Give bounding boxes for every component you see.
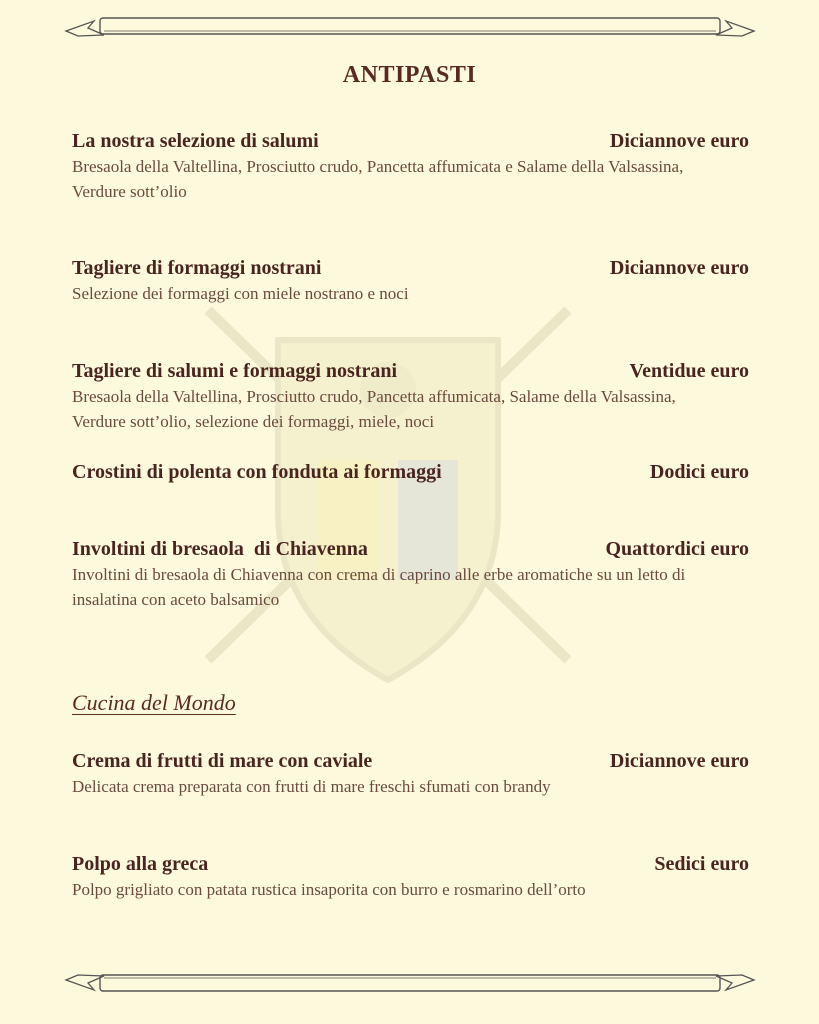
item-price: Diciannove euro — [609, 130, 749, 152]
item-description: Delicata crema preparata con frutti di mare freschi sfumati con brandy — [72, 777, 551, 796]
item-description: Selezione dei formaggi con miele nostrano e noci — [72, 284, 409, 303]
scroll-banner-icon — [64, 13, 756, 39]
top-scroll-ornament — [64, 13, 756, 39]
item-description: Bresaola della Valtellina, Prosciutto crudo, Pancetta affumicata e Salame della Valsassina, Verdure sott’olio — [72, 157, 684, 201]
item-name: La nostra selezione di salumi — [72, 130, 319, 152]
item-description: Polpo grigliato con patata rustica insaporita con burro e rosmarino dell’orto — [72, 880, 586, 899]
item-name: Involtini di bresaola di Chiavenna — [72, 538, 368, 560]
scroll-banner-icon — [64, 970, 756, 996]
item-price: Dodici euro — [649, 461, 749, 483]
item-price: Diciannove euro — [609, 257, 749, 279]
item-name: Tagliere di formaggi nostrani — [72, 257, 322, 279]
menu-item — [72, 360, 749, 434]
item-name: Crema di frutti di mare con caviale — [72, 750, 373, 772]
menu-title: ANTIPASTI — [342, 62, 477, 88]
item-name: Polpo alla greca — [72, 853, 209, 875]
item-price: Ventidue euro — [629, 360, 749, 382]
menu-item — [72, 853, 749, 902]
item-name: Crostini di polenta con fonduta ai formaggi — [72, 461, 442, 483]
item-price: Diciannove euro — [609, 750, 749, 772]
bottom-scroll-ornament — [64, 970, 756, 996]
item-description: Bresaola della Valtellina, Prosciutto crudo, Pancetta affumicata, Salame della Valsassina, Verdure sott’olio, selezione dei formaggi, miele, noci — [72, 387, 676, 431]
menu-item — [72, 538, 749, 612]
section-title: Cucina del Mondo — [72, 690, 236, 715]
item-price: Quattordici euro — [605, 538, 749, 560]
item-description: Involtini di bresaola di Chiavenna con crema di caprino alle erbe aromatiche su un letto di insalatina con aceto balsamico — [72, 565, 686, 609]
menu-item — [72, 130, 749, 204]
menu-item — [72, 750, 749, 799]
item-name: Tagliere di salumi e formaggi nostrani — [72, 360, 397, 382]
crest-shield-icon — [168, 280, 608, 700]
item-price: Sedici euro — [654, 853, 749, 875]
menu-item — [72, 257, 749, 306]
menu-item — [72, 461, 749, 484]
